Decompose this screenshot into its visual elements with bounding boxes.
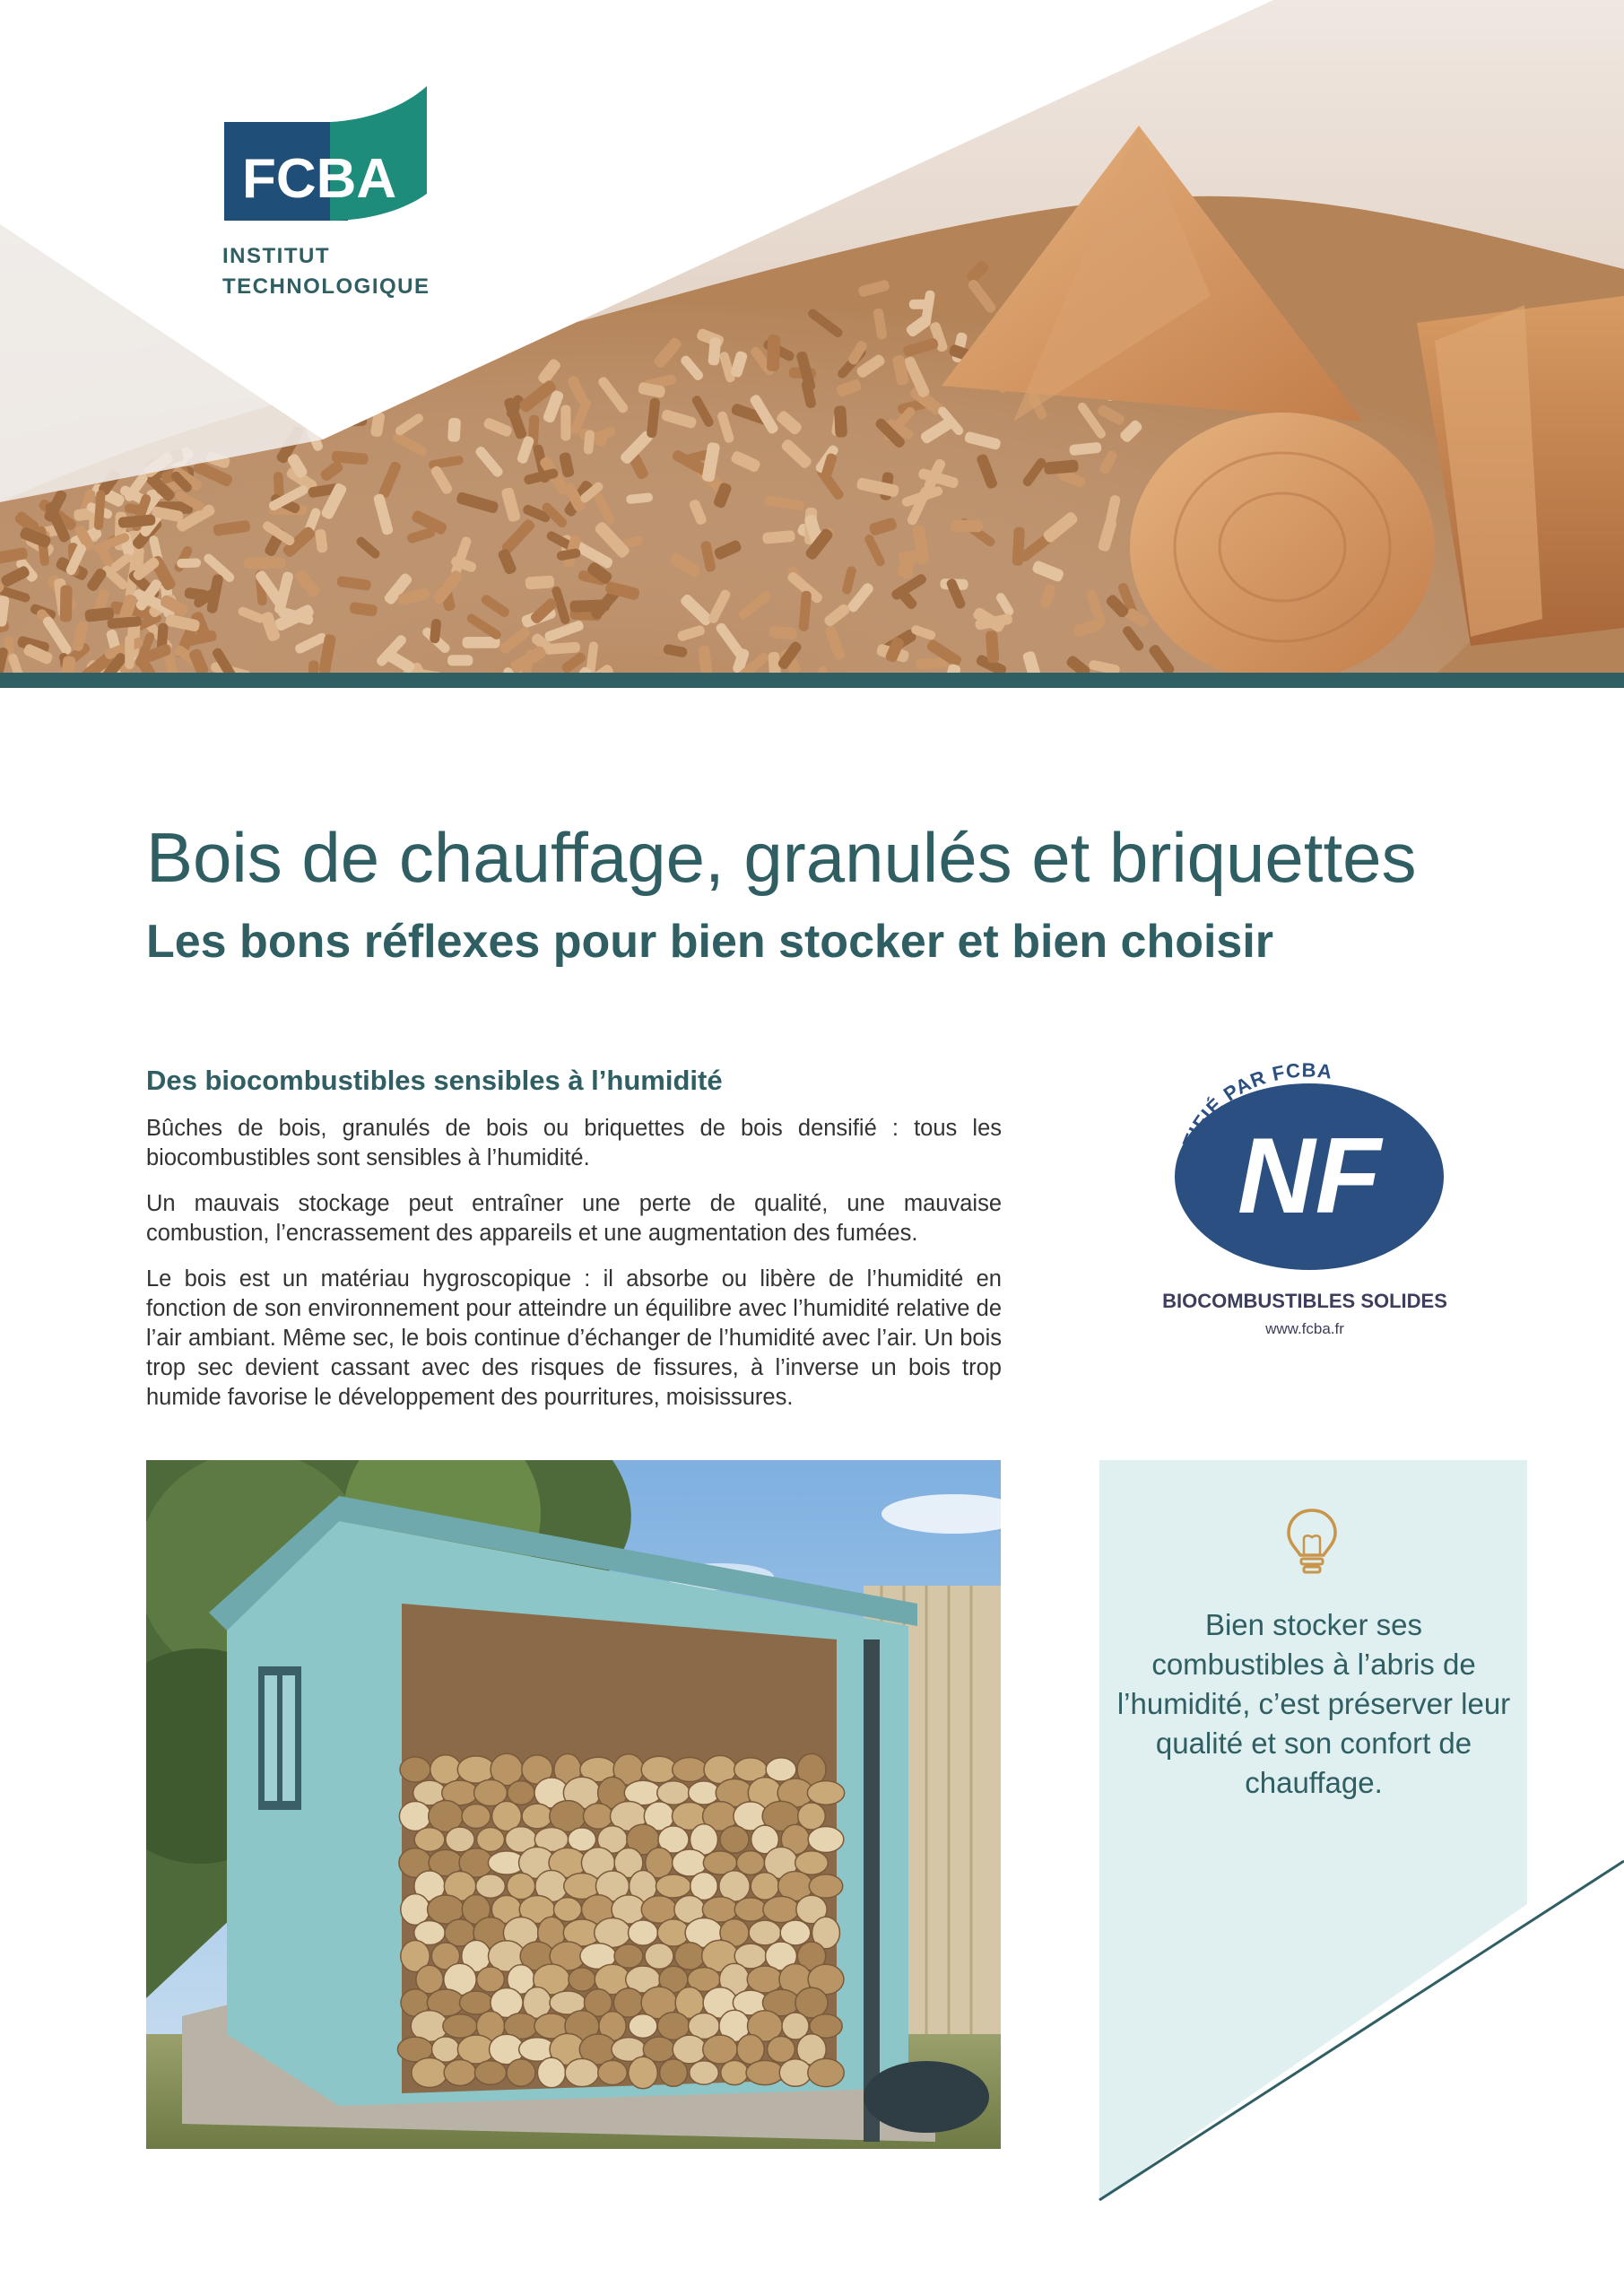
log-end-texture — [412, 2058, 447, 2088]
pellet-texture — [525, 575, 554, 589]
log-end-texture — [660, 2059, 688, 2087]
log-end-texture — [641, 1756, 677, 1782]
wood-shed-photo — [146, 1460, 1001, 2149]
logo-mark-text: FCBA — [242, 148, 397, 210]
log-end-texture — [400, 1757, 430, 1782]
log-end-texture — [537, 2057, 565, 2088]
log-end-texture — [446, 1827, 474, 1852]
pellet-texture — [951, 519, 983, 532]
log-end-texture — [645, 1944, 673, 1970]
log-end-texture — [399, 1802, 430, 1831]
log-end-texture — [656, 1874, 690, 1898]
pellet-texture — [60, 585, 73, 622]
document-title: Bois de chauffage, granulés et briquettes — [146, 818, 1417, 897]
section-heading: Des biocombustibles sensibles à l’humidité — [146, 1065, 723, 1096]
log-end-texture — [747, 1966, 783, 1993]
log-end-texture — [736, 1851, 764, 1875]
log-end-texture — [629, 2057, 658, 2089]
wood-shed-illustration — [146, 1460, 1001, 2149]
pellet-texture — [447, 655, 473, 665]
log-end-texture — [673, 1757, 708, 1781]
log-end-texture — [444, 2060, 476, 2086]
fcba-logo — [222, 86, 429, 310]
pellet-texture — [834, 405, 847, 438]
log-end-texture — [401, 1894, 430, 1926]
log-end-texture — [674, 1943, 704, 1970]
fcba-logo-mark — [222, 86, 429, 221]
log-end-texture — [808, 2058, 844, 2086]
paragraph-3: Le bois est un matériau hygroscopique : il absorbe ou libère de l’humidité en fonction de son environnement pour atteindre un équilibre avec l’humidité relative de l’air ambiant. Même sec, le bois continue d’échanger de l’humidité avec l’air. Un bois trop sec devient cassant avec des risques de fissures, à l’inverse un bois trop humide favorise le développement des pourritures, moisissures. — [146, 1266, 1002, 1410]
nf-logo — [1157, 1058, 1471, 1283]
log-end-texture — [737, 2034, 765, 2064]
nf-certification-badge — [1157, 1058, 1471, 1354]
pellet-texture — [767, 335, 780, 371]
log-end-texture — [734, 1898, 767, 1921]
log-end-texture — [614, 1944, 643, 1968]
nf-arc-text: CERTIFIÉ PAR FCBA — [1172, 1058, 1334, 1196]
log-end-texture — [690, 2061, 719, 2084]
nf-url: www.fcba.fr — [1265, 1320, 1344, 1337]
log-end-texture — [763, 1896, 799, 1922]
document-subtitle: Les bons réflexes pour bien stocker et bien choisir — [146, 916, 1274, 968]
log-end-texture — [584, 1804, 613, 1829]
log-end-texture — [569, 1968, 595, 1991]
log-end-texture — [476, 1874, 506, 1899]
log-end-texture — [808, 1827, 844, 1853]
log-end-texture — [457, 1756, 495, 1783]
pellet-texture — [177, 558, 201, 568]
log-end-texture — [474, 2061, 506, 2085]
log-end-texture — [749, 1920, 781, 1945]
pellet-texture — [560, 404, 570, 440]
log-end-texture — [751, 1873, 778, 1900]
log-end-texture — [721, 2060, 749, 2084]
log-end-texture — [703, 2035, 737, 2064]
logo-line-technologique: TECHNOLOGIQUE — [222, 274, 430, 299]
nf-label: BIOCOMBUSTIBLES SOLIDES — [1162, 1290, 1447, 1312]
header-divider-bar — [0, 673, 1624, 688]
log-end-texture — [462, 1804, 491, 1828]
log-end-texture — [628, 1920, 657, 1945]
log-end-texture — [720, 1826, 749, 1853]
log-end-texture — [657, 1781, 690, 1805]
pellet-texture — [1012, 526, 1025, 566]
log-end-texture — [522, 1804, 552, 1829]
log-end-texture — [807, 1781, 844, 1805]
pellet-texture — [569, 599, 610, 613]
log-end-texture — [507, 1873, 534, 1899]
log-end-texture — [689, 1781, 720, 1805]
log-end-texture — [598, 2060, 627, 2084]
pellet-texture — [125, 635, 134, 669]
pellet-texture — [244, 557, 286, 569]
log-end-texture — [795, 1851, 829, 1875]
paragraph-2: Un mauvais stockage peut entraîner une perte de qualité, une mauvaise combustion, l’encrassement des appareils et une augmentation des fumées. — [146, 1191, 1002, 1246]
pellet-texture — [986, 631, 1000, 664]
log-end-texture — [629, 2014, 657, 2039]
log-end-texture — [477, 1967, 505, 1992]
log-end-texture — [507, 2059, 535, 2086]
nf-mark-text: NF — [1238, 1116, 1381, 1236]
log-end-texture — [443, 2014, 477, 2038]
log-end-texture — [779, 2059, 812, 2086]
log-end-texture — [768, 2036, 795, 2062]
tip-text: Bien stocker ses combustibles à l’abris de l’humidité, c’est préserver leur qualité et son confort de chauffage. — [1116, 1608, 1511, 1799]
logo-line-institut: INSTITUT — [222, 244, 330, 268]
log-end-texture — [746, 2060, 784, 2084]
log-end-texture — [508, 1781, 534, 1805]
log-end-texture — [430, 1755, 462, 1785]
log-end-texture — [565, 2058, 599, 2086]
log-end-texture — [809, 1874, 843, 1898]
pellet-texture — [447, 418, 461, 442]
paragraph-1: Bûches de bois, granulés de bois ou briquettes de bois densifié : tous les biocombustibles sont sensibles à l’humidité. — [146, 1116, 1002, 1170]
lightbulb-icon — [1282, 1505, 1342, 1577]
log-end-texture — [477, 1827, 505, 1851]
